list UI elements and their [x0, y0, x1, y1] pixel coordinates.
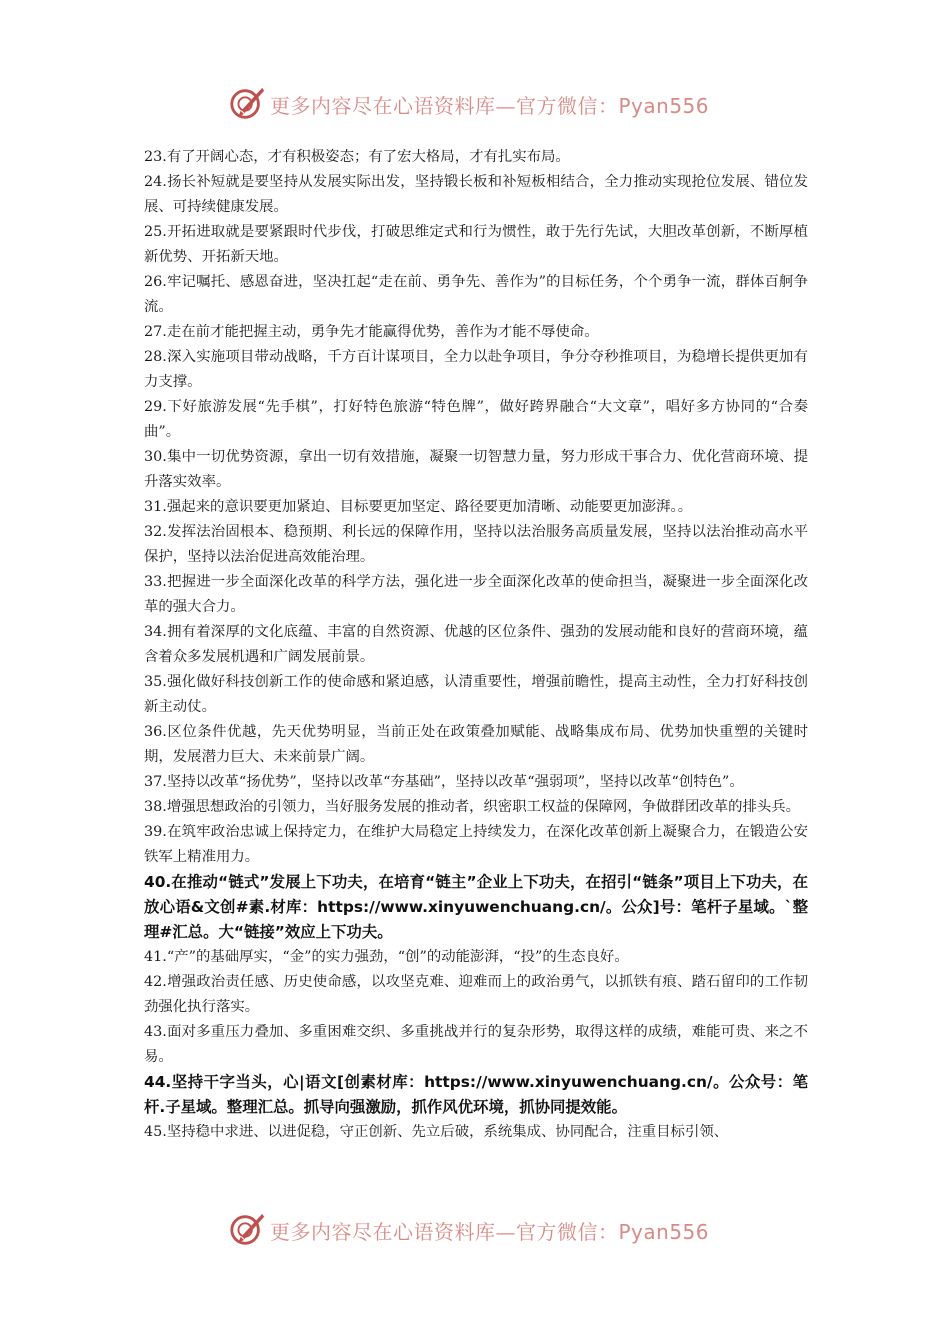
list-item-32: 32.发挥法治固根本、稳预期、利长远的保障作用，坚持以法治服务高质量发展，坚持以法治推动高水平保护，坚持以法治促进高效能治理。 — [144, 524, 808, 565]
quill-logo-icon — [228, 85, 266, 123]
header-banner — [228, 84, 728, 124]
list-item-30: 30.集中一切优势资源，拿出一切有效措施，凝聚一切智慧力量，努力形成干事合力、优化营商环境、提升落实效率。 — [144, 449, 808, 490]
list-item-34: 34.拥有着深厚的文化底蕴、丰富的自然资源、优越的区位条件、强劲的发展动能和良好的营商环境，蕴含着众多发展机遇和广阔发展前景。 — [144, 624, 808, 665]
list-item-24: 24.扬长补短就是要坚持从发展实际出发，坚持锻长板和补短板相结合，全力推动实现抢位发展、错位发展、可持续健康发展。 — [144, 174, 808, 215]
list-item-36: 36.区位条件优越，先天优势明显，当前正处在政策叠加赋能、战略集成布局、优势加快重塑的关键时期，发展潜力巨大、未来前景广阔。 — [144, 724, 808, 765]
document-body — [144, 145, 808, 1145]
list-item-29: 29.下好旅游发展“先手棋”，打好特色旅游“特色牌”，做好跨界融合“大文章”，唱好多方协同的“合奏曲”。 — [144, 399, 808, 440]
list-item-41: 41.“产”的基础厚实，“金”的实力强劲，“创”的动能澎湃，“投”的生态良好。 — [144, 949, 629, 965]
list-item-35: 35.强化做好科技创新工作的使命感和紧迫感，认清重要性，增强前瞻性，提高主动性，全力打好科技创新主动仗。 — [144, 674, 808, 715]
wechat-id: Pyan556 — [618, 93, 710, 118]
list-item-39: 39.在筑牢政治忠诚上保持定力，在维护大局稳定上持续发力，在深化改革创新上凝聚合力，在锻造公安铁军上精准用力。 — [144, 824, 808, 865]
banner-label: 更多内容尽在心语资料库—官方微信： — [270, 93, 619, 118]
list-item-44: 44.坚持干字当头，心|语文[创素材库：https://www.xinyuwenchuang.cn/。公众号：笔杆.子星域。整理汇总。抓导向强激励，抓作风优环境，抓协同提效能。 — [144, 1073, 808, 1116]
banner-text — [270, 1216, 709, 1245]
list-item-27: 27.走在前才能把握主动，勇争先才能赢得优势，善作为才能不辱使命。 — [144, 324, 599, 340]
list-item-25: 25.开拓进取就是要紧跟时代步伐，打破思维定式和行为惯性，敢于先行先试，大胆改革创新，不断厚植新优势、开拓新天地。 — [144, 224, 808, 265]
list-item-28: 28.深入实施项目带动战略，千方百计谋项目，全力以赴争项目，争分夺秒推项目，为稳增长提供更加有力支撑。 — [144, 349, 808, 390]
list-item-37: 37.坚持以改革“扬优势”，坚持以改革“夯基础”，坚持以改革“强弱项”，坚持以改革“创特色”。 — [144, 774, 744, 790]
list-item-26: 26.牢记嘱托、感恩奋进，坚决扛起“走在前、勇争先、善作为”的目标任务，个个勇争一流，群体百舸争流。 — [144, 274, 808, 315]
banner-label: 更多内容尽在心语资料库—官方微信： — [270, 1219, 619, 1244]
list-item-31: 31.强起来的意识要更加紧迫、目标要更加坚定、路径要更加清晰、动能要更加澎湃。。 — [144, 499, 693, 515]
list-item-33: 33.把握进一步全面深化改革的科学方法，强化进一步全面深化改革的使命担当，凝聚进一步全面深化改革的强大合力。 — [144, 574, 808, 615]
list-item-40: 40.在推动“链式”发展上下功夫，在培育“链主”企业上下功夫，在招引“链条”项目上下功夫，在放心语&文创#素.材库：https://www.xinyuwenchuang.cn/。公众]号：笔杆子星域。`整理#汇总。大“链接”效应上下功夫。 — [144, 873, 808, 941]
list-item-42: 42.增强政治责任感、历史使命感，以攻坚克难、迎难而上的政治勇气，以抓铁有痕、踏石留印的工作韧劲强化执行落实。 — [144, 974, 808, 1015]
list-item-38: 38.增强思想政治的引领力，当好服务发展的推动者，织密职工权益的保障网，争做群团改革的排头兵。 — [144, 799, 801, 815]
footer-banner — [228, 1210, 728, 1250]
list-item-23: 23.有了开阔心态，才有积极姿态；有了宏大格局，才有扎实布局。 — [144, 149, 570, 165]
list-item-45: 45.坚持稳中求进、以进促稳，守正创新、先立后破，系统集成、协同配合，注重目标引领、 — [144, 1124, 729, 1140]
banner-text — [270, 90, 709, 119]
list-item-43: 43.面对多重压力叠加、多重困难交织、多重挑战并行的复杂形势，取得这样的成绩，难能可贵、来之不易。 — [144, 1024, 808, 1065]
wechat-id: Pyan556 — [618, 1219, 710, 1244]
quill-logo-icon — [228, 1211, 266, 1249]
